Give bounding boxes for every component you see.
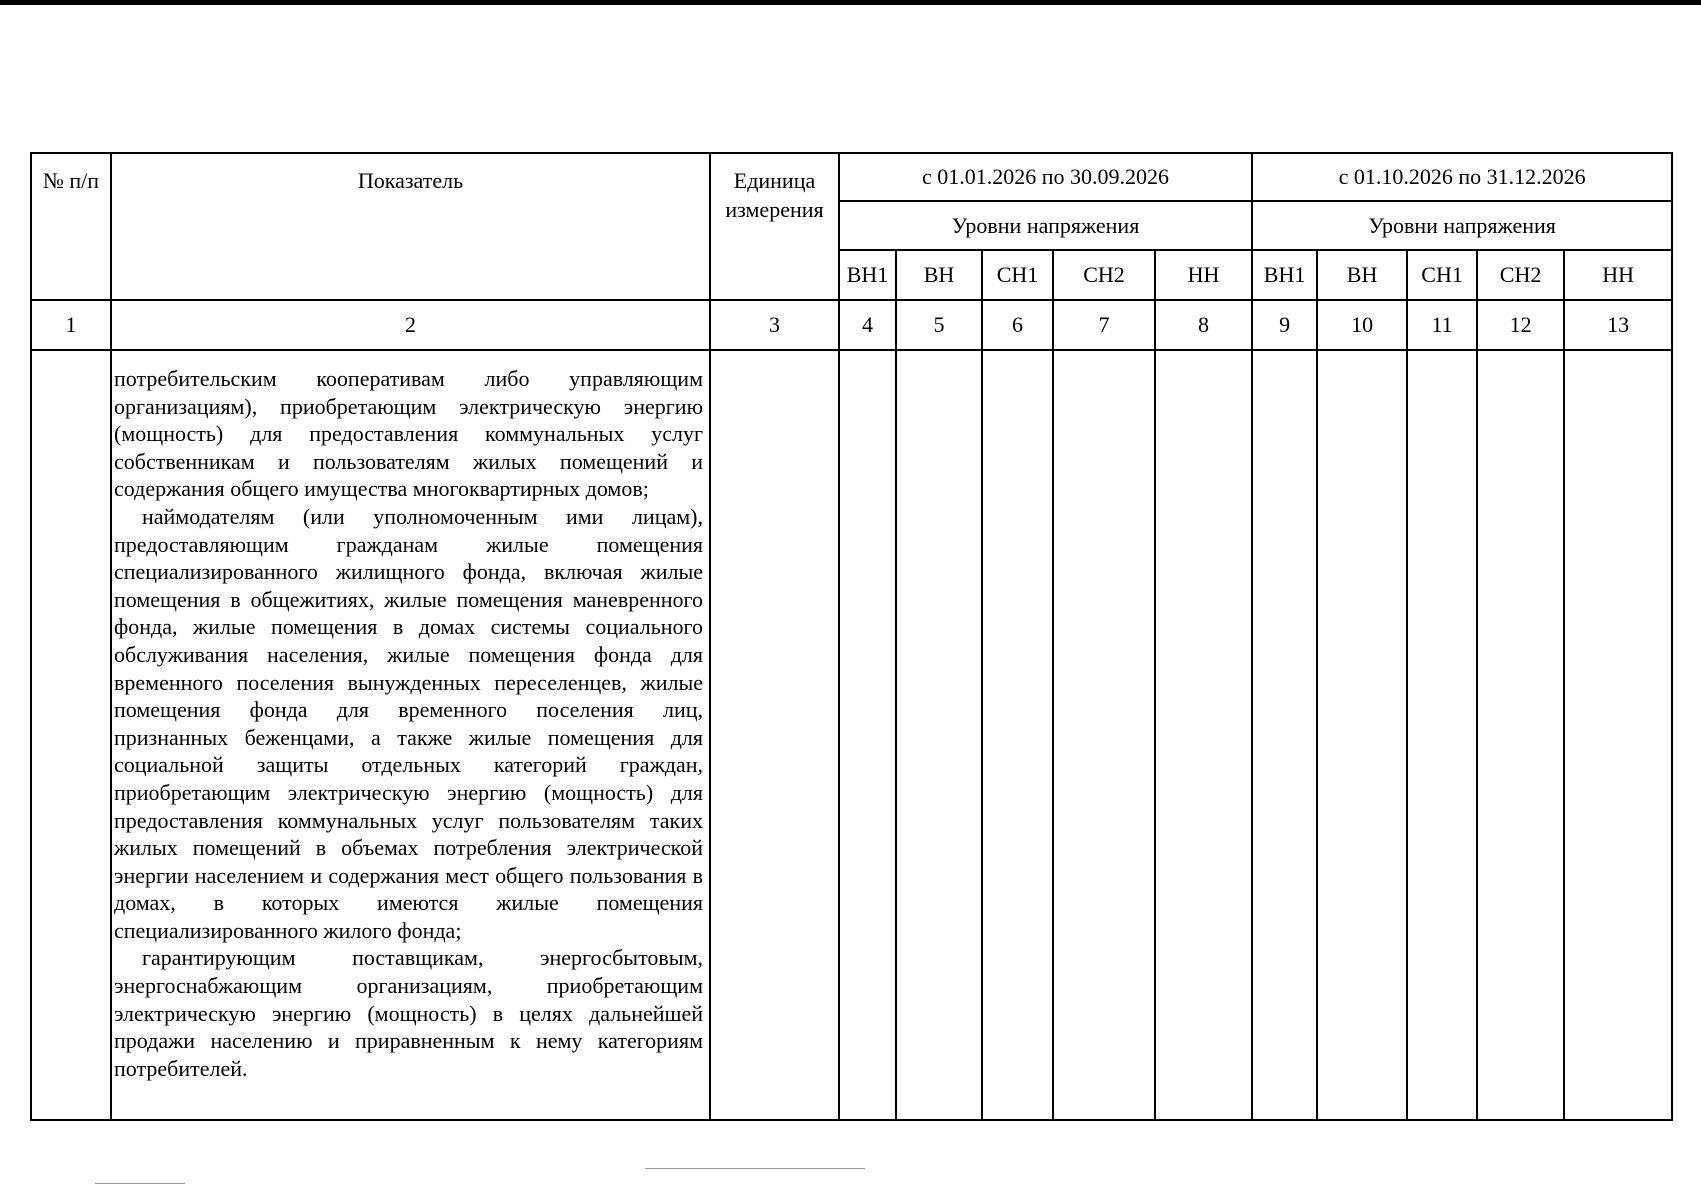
col-header-indicator: Показатель	[111, 153, 710, 300]
column-number: 13	[1564, 300, 1672, 350]
level-header: ВН	[1317, 250, 1407, 300]
scan-top-edge	[0, 0, 1701, 5]
column-number: 3	[710, 300, 839, 350]
indicator-text	[112, 351, 709, 1082]
unit-label-line1: Единица	[733, 168, 816, 193]
value-cell	[1564, 350, 1672, 1120]
column-number: 1	[31, 300, 111, 350]
period-1-header: с 01.01.2026 по 30.09.2026	[839, 153, 1252, 201]
level-header: ВН	[896, 250, 982, 300]
column-number: 2	[111, 300, 710, 350]
unit-label-line2: измерения	[725, 197, 824, 222]
value-cell	[1317, 350, 1407, 1120]
level-header: СН2	[1053, 250, 1155, 300]
level-header: ВН1	[1252, 250, 1317, 300]
unit-cell	[710, 350, 839, 1120]
column-number: 9	[1252, 300, 1317, 350]
level-header: СН2	[1477, 250, 1564, 300]
level-header: ВН1	[839, 250, 896, 300]
indicator-paragraph-2: наймодателям (или уполномоченным ими лицам), предоставляющим гражданам жилые помещения специализированного жилищного фонда, включая жилые помещения в общежитиях, жилые помещения маневренного фонда, жилые помещения в домах системы социального обслуживания населения, жилые помещения фонда для временного поселения вынужденных переселенцев, жилые помещения фонда для временного поселения лиц, признанных беженцами, а также жилые помещения для социальной защиты отдельных категорий граждан, приобретающим электрическую энергию (мощность) для предоставления коммунальных услуг пользователям таких жилых помещений в объемах потребления электрической энергии населением и содержания мест общего пользования в домах, в которых имеются жилые помещения специализированного жилого фонда;	[114, 503, 703, 943]
level-header: НН	[1155, 250, 1252, 300]
voltage-levels-header-p2: Уровни напряжения	[1252, 201, 1672, 250]
value-cell	[1252, 350, 1317, 1120]
period-2-header: с 01.10.2026 по 31.12.2026	[1252, 153, 1672, 201]
value-cell	[1155, 350, 1252, 1120]
table-row	[31, 350, 1672, 1120]
column-number: 12	[1477, 300, 1564, 350]
col-header-number: № п/п	[31, 153, 111, 300]
column-number: 7	[1053, 300, 1155, 350]
indicator-text-cell	[111, 350, 710, 1120]
column-number: 10	[1317, 300, 1407, 350]
voltage-levels-header-p1: Уровни напряжения	[839, 201, 1252, 250]
tariff-table	[30, 152, 1673, 1121]
scan-artifact	[95, 1183, 185, 1184]
indicator-paragraph-3: гарантирующим поставщикам, энергосбытовым, энергоснабжающим организациям, приобретающим электрическую энергию (мощность) в целях дальнейшей продажи населению и приравненным к нему категориям потребителей.	[114, 945, 703, 1081]
value-cell	[1477, 350, 1564, 1120]
column-number: 6	[982, 300, 1053, 350]
column-number: 11	[1407, 300, 1477, 350]
value-cell	[1053, 350, 1155, 1120]
indicator-paragraph-1: потребительским кооперативам либо управляющим организациям), приобретающим электрическую энергию (мощность) для предоставления коммунальных услуг собственникам и пользователям жилых помещений и содержания общего имущества многоквартирных домов;	[114, 366, 703, 502]
row-number-cell	[31, 350, 111, 1120]
column-number: 8	[1155, 300, 1252, 350]
scan-artifact	[645, 1168, 865, 1169]
value-cell	[896, 350, 982, 1120]
level-header: СН1	[1407, 250, 1477, 300]
column-number: 4	[839, 300, 896, 350]
level-header: НН	[1564, 250, 1672, 300]
header-row-periods	[31, 153, 1672, 201]
level-header: СН1	[982, 250, 1053, 300]
column-number-row	[31, 300, 1672, 350]
col-header-unit	[710, 153, 839, 300]
value-cell	[1407, 350, 1477, 1120]
value-cell	[982, 350, 1053, 1120]
column-number: 5	[896, 300, 982, 350]
value-cell	[839, 350, 896, 1120]
